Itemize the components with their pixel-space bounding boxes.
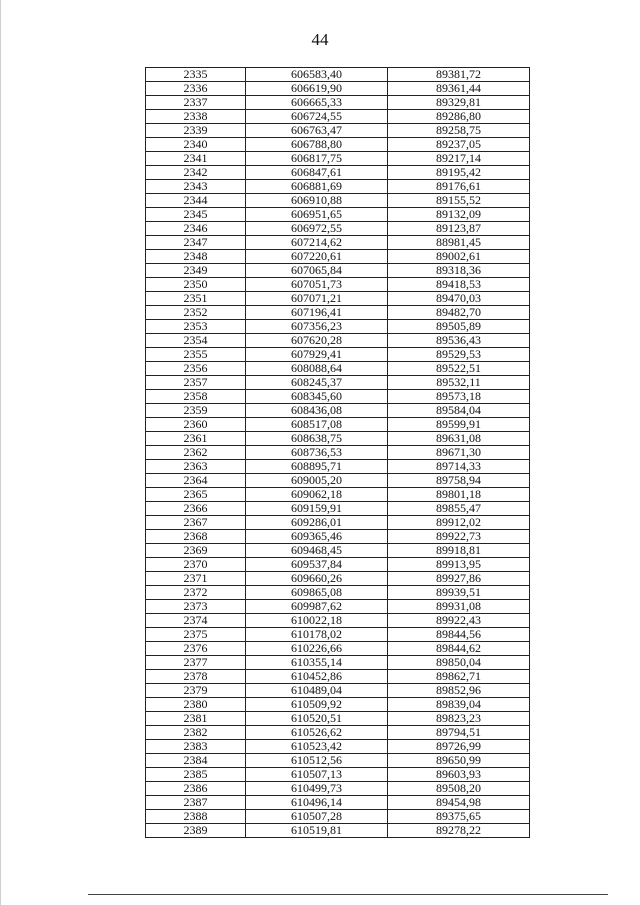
table-row <box>146 754 530 768</box>
point-number-cell: 2375 <box>146 628 246 642</box>
point-number-cell: 2371 <box>146 572 246 586</box>
point-number-cell: 2353 <box>146 320 246 334</box>
x-coordinate-cell: 606972,55 <box>246 222 388 236</box>
y-coordinate-cell: 89258,75 <box>388 124 530 138</box>
point-number-cell: 2378 <box>146 670 246 684</box>
point-number-cell: 2386 <box>146 782 246 796</box>
y-coordinate-cell: 89532,11 <box>388 376 530 390</box>
x-coordinate-cell: 607196,41 <box>246 306 388 320</box>
y-coordinate-cell: 89839,04 <box>388 698 530 712</box>
coordinates-table-body <box>146 68 530 838</box>
x-coordinate-cell: 607214,62 <box>246 236 388 250</box>
table-row <box>146 670 530 684</box>
y-coordinate-cell: 89536,43 <box>388 334 530 348</box>
x-coordinate-cell: 608436,08 <box>246 404 388 418</box>
y-coordinate-cell: 89584,04 <box>388 404 530 418</box>
y-coordinate-cell: 89505,89 <box>388 320 530 334</box>
y-coordinate-cell: 89237,05 <box>388 138 530 152</box>
y-coordinate-cell: 89801,18 <box>388 488 530 502</box>
y-coordinate-cell: 89650,99 <box>388 754 530 768</box>
y-coordinate-cell: 89418,53 <box>388 278 530 292</box>
y-coordinate-cell: 89671,30 <box>388 446 530 460</box>
table-row <box>146 306 530 320</box>
point-number-cell: 2374 <box>146 614 246 628</box>
point-number-cell: 2362 <box>146 446 246 460</box>
table-row <box>146 684 530 698</box>
bottom-rule <box>88 894 608 895</box>
x-coordinate-cell: 610499,73 <box>246 782 388 796</box>
point-number-cell: 2372 <box>146 586 246 600</box>
table-row <box>146 810 530 824</box>
x-coordinate-cell: 609865,08 <box>246 586 388 600</box>
y-coordinate-cell: 89852,96 <box>388 684 530 698</box>
point-number-cell: 2367 <box>146 516 246 530</box>
table-row <box>146 96 530 110</box>
x-coordinate-cell: 606619,90 <box>246 82 388 96</box>
table-row <box>146 418 530 432</box>
point-number-cell: 2356 <box>146 362 246 376</box>
point-number-cell: 2385 <box>146 768 246 782</box>
table-row <box>146 530 530 544</box>
x-coordinate-cell: 606763,47 <box>246 124 388 138</box>
table-row <box>146 600 530 614</box>
point-number-cell: 2341 <box>146 152 246 166</box>
y-coordinate-cell: 89918,81 <box>388 544 530 558</box>
scan-edge-line <box>0 0 1 905</box>
point-number-cell: 2354 <box>146 334 246 348</box>
table-row <box>146 292 530 306</box>
x-coordinate-cell: 609660,26 <box>246 572 388 586</box>
x-coordinate-cell: 606788,80 <box>246 138 388 152</box>
point-number-cell: 2364 <box>146 474 246 488</box>
table-row <box>146 222 530 236</box>
x-coordinate-cell: 610452,86 <box>246 670 388 684</box>
y-coordinate-cell: 89381,72 <box>388 68 530 82</box>
point-number-cell: 2358 <box>146 390 246 404</box>
table-row <box>146 782 530 796</box>
table-row <box>146 460 530 474</box>
table-row <box>146 236 530 250</box>
point-number-cell: 2345 <box>146 208 246 222</box>
point-number-cell: 2373 <box>146 600 246 614</box>
table-row <box>146 82 530 96</box>
table-row <box>146 166 530 180</box>
x-coordinate-cell: 607065,84 <box>246 264 388 278</box>
x-coordinate-cell: 606583,40 <box>246 68 388 82</box>
x-coordinate-cell: 606847,61 <box>246 166 388 180</box>
y-coordinate-cell: 89470,03 <box>388 292 530 306</box>
x-coordinate-cell: 608245,37 <box>246 376 388 390</box>
point-number-cell: 2355 <box>146 348 246 362</box>
x-coordinate-cell: 609365,46 <box>246 530 388 544</box>
x-coordinate-cell: 610519,81 <box>246 824 388 838</box>
table-row <box>146 124 530 138</box>
table-row <box>146 68 530 82</box>
y-coordinate-cell: 89844,62 <box>388 642 530 656</box>
point-number-cell: 2384 <box>146 754 246 768</box>
x-coordinate-cell: 607071,21 <box>246 292 388 306</box>
x-coordinate-cell: 610507,28 <box>246 810 388 824</box>
x-coordinate-cell: 610178,02 <box>246 628 388 642</box>
y-coordinate-cell: 89217,14 <box>388 152 530 166</box>
point-number-cell: 2368 <box>146 530 246 544</box>
y-coordinate-cell: 89132,09 <box>388 208 530 222</box>
table-row <box>146 488 530 502</box>
x-coordinate-cell: 606910,88 <box>246 194 388 208</box>
x-coordinate-cell: 610520,51 <box>246 712 388 726</box>
table-row <box>146 642 530 656</box>
table-row <box>146 796 530 810</box>
y-coordinate-cell: 89155,52 <box>388 194 530 208</box>
point-number-cell: 2376 <box>146 642 246 656</box>
x-coordinate-cell: 610507,13 <box>246 768 388 782</box>
x-coordinate-cell: 609062,18 <box>246 488 388 502</box>
x-coordinate-cell: 608638,75 <box>246 432 388 446</box>
y-coordinate-cell: 89318,36 <box>388 264 530 278</box>
point-number-cell: 2365 <box>146 488 246 502</box>
point-number-cell: 2347 <box>146 236 246 250</box>
y-coordinate-cell: 89286,80 <box>388 110 530 124</box>
point-number-cell: 2337 <box>146 96 246 110</box>
table-row <box>146 656 530 670</box>
table-row <box>146 586 530 600</box>
point-number-cell: 2348 <box>146 250 246 264</box>
point-number-cell: 2343 <box>146 180 246 194</box>
point-number-cell: 2344 <box>146 194 246 208</box>
table-row <box>146 334 530 348</box>
x-coordinate-cell: 608088,64 <box>246 362 388 376</box>
table-row <box>146 362 530 376</box>
x-coordinate-cell: 610512,56 <box>246 754 388 768</box>
point-number-cell: 2342 <box>146 166 246 180</box>
coordinates-table <box>145 67 530 838</box>
table-row <box>146 712 530 726</box>
table-row <box>146 432 530 446</box>
y-coordinate-cell: 89913,95 <box>388 558 530 572</box>
table-row <box>146 558 530 572</box>
x-coordinate-cell: 610523,42 <box>246 740 388 754</box>
x-coordinate-cell: 609005,20 <box>246 474 388 488</box>
y-coordinate-cell: 89922,73 <box>388 530 530 544</box>
table-row <box>146 768 530 782</box>
x-coordinate-cell: 608736,53 <box>246 446 388 460</box>
table-row <box>146 572 530 586</box>
table-row <box>146 376 530 390</box>
table-row <box>146 726 530 740</box>
table-row <box>146 110 530 124</box>
point-number-cell: 2379 <box>146 684 246 698</box>
x-coordinate-cell: 606881,69 <box>246 180 388 194</box>
point-number-cell: 2350 <box>146 278 246 292</box>
x-coordinate-cell: 609537,84 <box>246 558 388 572</box>
point-number-cell: 2388 <box>146 810 246 824</box>
point-number-cell: 2370 <box>146 558 246 572</box>
point-number-cell: 2389 <box>146 824 246 838</box>
x-coordinate-cell: 607220,61 <box>246 250 388 264</box>
point-number-cell: 2366 <box>146 502 246 516</box>
x-coordinate-cell: 610489,04 <box>246 684 388 698</box>
y-coordinate-cell: 89454,98 <box>388 796 530 810</box>
y-coordinate-cell: 89931,08 <box>388 600 530 614</box>
y-coordinate-cell: 89823,23 <box>388 712 530 726</box>
table-row <box>146 446 530 460</box>
table-row <box>146 320 530 334</box>
point-number-cell: 2369 <box>146 544 246 558</box>
table-row <box>146 698 530 712</box>
table-row <box>146 474 530 488</box>
x-coordinate-cell: 608517,08 <box>246 418 388 432</box>
table-row <box>146 404 530 418</box>
x-coordinate-cell: 610509,92 <box>246 698 388 712</box>
y-coordinate-cell: 89939,51 <box>388 586 530 600</box>
y-coordinate-cell: 89482,70 <box>388 306 530 320</box>
x-coordinate-cell: 607356,23 <box>246 320 388 334</box>
table-row <box>146 278 530 292</box>
x-coordinate-cell: 610526,62 <box>246 726 388 740</box>
y-coordinate-cell: 89123,87 <box>388 222 530 236</box>
table-row <box>146 502 530 516</box>
point-number-cell: 2352 <box>146 306 246 320</box>
point-number-cell: 2340 <box>146 138 246 152</box>
x-coordinate-cell: 610496,14 <box>246 796 388 810</box>
page-number: 44 <box>311 30 329 49</box>
y-coordinate-cell: 89195,42 <box>388 166 530 180</box>
y-coordinate-cell: 89912,02 <box>388 516 530 530</box>
x-coordinate-cell: 606951,65 <box>246 208 388 222</box>
y-coordinate-cell: 89599,91 <box>388 418 530 432</box>
table-row <box>146 740 530 754</box>
point-number-cell: 2380 <box>146 698 246 712</box>
y-coordinate-cell: 89329,81 <box>388 96 530 110</box>
table-row <box>146 614 530 628</box>
x-coordinate-cell: 609468,45 <box>246 544 388 558</box>
y-coordinate-cell: 89002,61 <box>388 250 530 264</box>
y-coordinate-cell: 89855,47 <box>388 502 530 516</box>
table-row <box>146 180 530 194</box>
x-coordinate-cell: 608895,71 <box>246 460 388 474</box>
y-coordinate-cell: 88981,45 <box>388 236 530 250</box>
point-number-cell: 2338 <box>146 110 246 124</box>
x-coordinate-cell: 606817,75 <box>246 152 388 166</box>
y-coordinate-cell: 89922,43 <box>388 614 530 628</box>
point-number-cell: 2383 <box>146 740 246 754</box>
y-coordinate-cell: 89573,18 <box>388 390 530 404</box>
table-row <box>146 348 530 362</box>
table-row <box>146 390 530 404</box>
point-number-cell: 2351 <box>146 292 246 306</box>
y-coordinate-cell: 89529,53 <box>388 348 530 362</box>
y-coordinate-cell: 89508,20 <box>388 782 530 796</box>
table-row <box>146 824 530 838</box>
x-coordinate-cell: 607620,28 <box>246 334 388 348</box>
point-number-cell: 2363 <box>146 460 246 474</box>
x-coordinate-cell: 608345,60 <box>246 390 388 404</box>
table-row <box>146 250 530 264</box>
y-coordinate-cell: 89603,93 <box>388 768 530 782</box>
table-row <box>146 264 530 278</box>
table-row <box>146 516 530 530</box>
y-coordinate-cell: 89758,94 <box>388 474 530 488</box>
point-number-cell: 2335 <box>146 68 246 82</box>
point-number-cell: 2357 <box>146 376 246 390</box>
table-row <box>146 544 530 558</box>
y-coordinate-cell: 89278,22 <box>388 824 530 838</box>
table-row <box>146 628 530 642</box>
y-coordinate-cell: 89375,65 <box>388 810 530 824</box>
table-row <box>146 138 530 152</box>
y-coordinate-cell: 89631,08 <box>388 432 530 446</box>
x-coordinate-cell: 610355,14 <box>246 656 388 670</box>
y-coordinate-cell: 89850,04 <box>388 656 530 670</box>
table-row <box>146 208 530 222</box>
point-number-cell: 2336 <box>146 82 246 96</box>
table-row <box>146 194 530 208</box>
y-coordinate-cell: 89176,61 <box>388 180 530 194</box>
y-coordinate-cell: 89522,51 <box>388 362 530 376</box>
y-coordinate-cell: 89927,86 <box>388 572 530 586</box>
point-number-cell: 2359 <box>146 404 246 418</box>
point-number-cell: 2349 <box>146 264 246 278</box>
x-coordinate-cell: 610226,66 <box>246 642 388 656</box>
x-coordinate-cell: 609987,62 <box>246 600 388 614</box>
y-coordinate-cell: 89714,33 <box>388 460 530 474</box>
point-number-cell: 2382 <box>146 726 246 740</box>
y-coordinate-cell: 89862,71 <box>388 670 530 684</box>
table-row <box>146 152 530 166</box>
point-number-cell: 2361 <box>146 432 246 446</box>
y-coordinate-cell: 89794,51 <box>388 726 530 740</box>
point-number-cell: 2339 <box>146 124 246 138</box>
x-coordinate-cell: 609159,91 <box>246 502 388 516</box>
point-number-cell: 2346 <box>146 222 246 236</box>
point-number-cell: 2360 <box>146 418 246 432</box>
x-coordinate-cell: 606665,33 <box>246 96 388 110</box>
point-number-cell: 2381 <box>146 712 246 726</box>
x-coordinate-cell: 610022,18 <box>246 614 388 628</box>
y-coordinate-cell: 89726,99 <box>388 740 530 754</box>
point-number-cell: 2377 <box>146 656 246 670</box>
x-coordinate-cell: 606724,55 <box>246 110 388 124</box>
point-number-cell: 2387 <box>146 796 246 810</box>
x-coordinate-cell: 609286,01 <box>246 516 388 530</box>
y-coordinate-cell: 89844,56 <box>388 628 530 642</box>
y-coordinate-cell: 89361,44 <box>388 82 530 96</box>
x-coordinate-cell: 607929,41 <box>246 348 388 362</box>
x-coordinate-cell: 607051,73 <box>246 278 388 292</box>
